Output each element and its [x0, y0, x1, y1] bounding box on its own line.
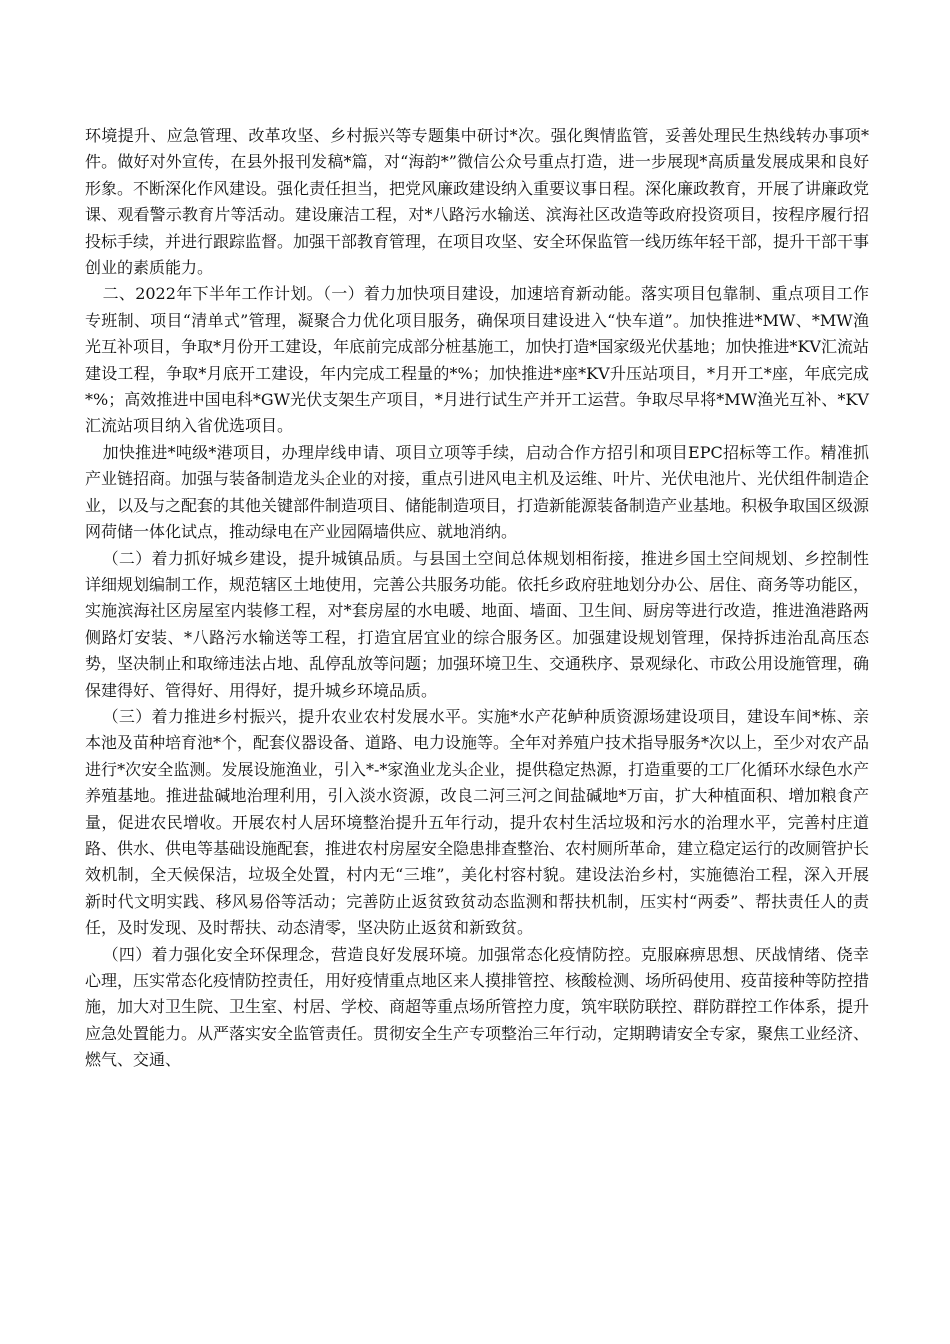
paragraph-rural-revitalization: （三）着力推进乡村振兴，提升农业农村发展水平。实施*水产花鲈种质资源场建设项目，建设车间*栋、亲本池及苗种培育池*个，配套仪器设备、道路、电力设施等。全年对养殖户技术指导服务*次以上，至少对农产品进行*次安全监测。发展设施渔业，引入*-*家渔业龙头企业，提供稳定热源，打造重要的工厂化循环水绿色水产养殖基地。推进盐碱地治理利用，引入淡水资源，改良二河三河之间盐碱地*万亩，扩大种植面积、增加粮食产量，促进农民增收。开展农村人居环境整治提升五年行动，提升农村生活垃圾和污水的治理水平，完善村庄道路、供水、供电等基础设施配套，推进农村房屋安全隐患排查整治、农村厕所革命，建立稳定运行的改厕管护长效机制，全天候保洁，垃圾全处置，村内无“三堆”，美化村容村貌。建设法治乡村，实施德治工程，深入开展新时代文明实践、移风易俗等活动；完善防止返贫致贫动态监测和帮扶机制，压实村“两委”、帮扶责任人的责任，及时发现、及时帮扶、动态清零，坚决防止返贫和新致贫。	[85, 706, 870, 938]
paragraph-second-half-plan: 二、2022年下半年工作计划。（一）着力加快项目建设，加速培育新动能。落实项目包靠制、重点项目工作专班制、项目“清单式”管理，凝聚合力优化项目服务，确保项目建设进入“快车道”。加快推进*MW、*MW渔光互补项目，争取*月份开工建设，年底前完成部分桩基施工，加快打造*国家级光伏基地；加快推进*KV汇流站建设工程，争取*月底开工建设，年内完成工程量的*%；加快推进*座*KV升压站项目，*月开工*座，年底完成*%；高效推进中国电科*GW光伏支架生产项目，*月进行试生产并开工运营。争取尽早将*MW渔光互补、*KV汇流站项目纳入省优选项目。	[85, 284, 869, 436]
paragraph-safety-environment: （四）着力强化安全环保理念，营造良好发展环境。加强常态化疫情防控。克服麻痹思想、厌战情绪、侥幸心理，压实常态化疫情防控责任，用好疫情重点地区来人摸排管控、核酸检测、场所码使用、疫苗接种等防控措施，加大对卫生院、卫生室、村居、学校、商超等重点场所管控力度，筑牢联防联控、群防群控工作体系，提升应急处置能力。从严落实安全监管责任。贯彻安全生产专项整治三年行动，定期聘请安全专家，聚焦工业经济、燃气、交通、	[85, 944, 870, 1070]
document-page	[85, 123, 869, 1074]
paragraph-work-summary: 环境提升、应急管理、改革攻坚、乡村振兴等专题集中研讨*次。强化舆情监管，妥善处理民生热线转办事项*件。做好对外宣传，在县外报刊发稿*篇，对“海韵*”微信公众号重点打造，进一步展现*高质量发展成果和良好形象。不断深化作风建设。强化责任担当，把党风廉政建设纳入重要议事日程。深化廉政教育，开展了讲廉政党课、观看警示教育片等活动。建设廉洁工程，对*八路污水输送、滨海社区改造等政府投资项目，按程序履行招投标手续，并进行跟踪监督。加强干部教育管理，在项目攻坚、安全环保监管一线历练年轻干部，提升干部干事创业的素质能力。	[85, 126, 870, 278]
paragraph-port-project: 加快推进*吨级*港项目，办理岸线申请、项目立项等手续，启动合作方招引和项目EPC招标等工作。精准抓产业链招商。加强与装备制造龙头企业的对接，重点引进风电主机及运维、叶片、光伏电池片、光伏组件制造企业，以及与之配套的其他关键部件制造项目、储能制造项目，打造新能源装备制造产业基地。积极争取国区级源网荷储一体化试点，推动绿电在产业园隔墙供应、就地消纳。	[85, 442, 870, 542]
paragraph-urban-rural-construction: （二）着力抓好城乡建设，提升城镇品质。与县国土空间总体规划相衔接，推进乡国土空间规划、乡控制性详细规划编制工作，规范辖区土地使用，完善公共服务功能。依托乡政府驻地划分办公、居住、商务等功能区，实施滨海社区房屋室内装修工程，对*套房屋的水电暖、地面、墙面、卫生间、厨房等进行改造，推进渔港路两侧路灯安装、*八路污水输送等工程，打造宜居宜业的综合服务区。加强建设规划管理，保持拆违治乱高压态势，坚决制止和取缔违法占地、乱停乱放等问题；加强环境卫生、交通秩序、景观绿化、市政公用设施管理，确保建得好、管得好、用得好，提升城乡环境品质。	[85, 548, 870, 700]
